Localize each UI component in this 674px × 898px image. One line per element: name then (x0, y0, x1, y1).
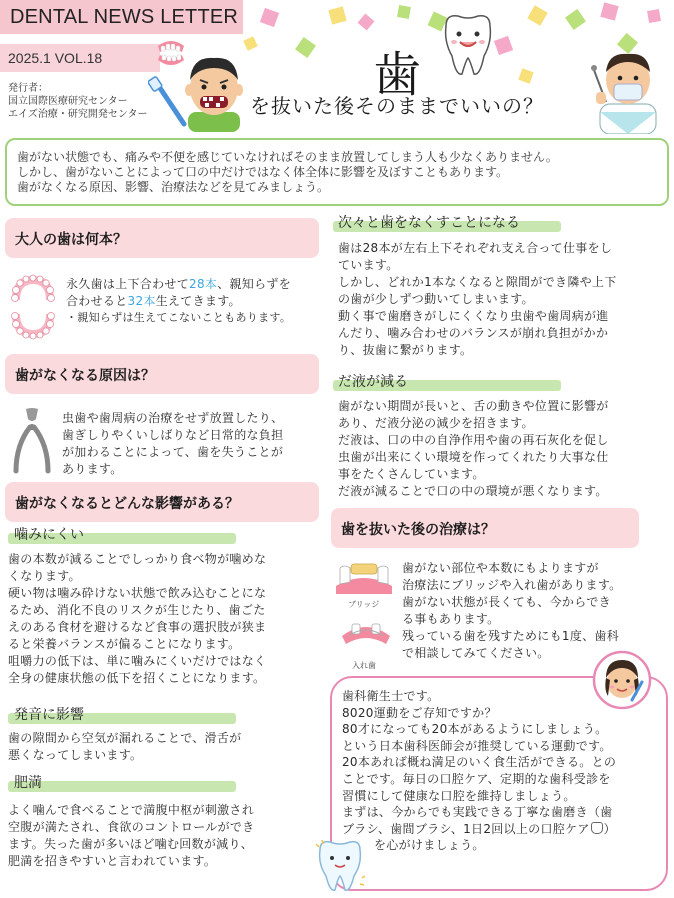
intro-box (5, 138, 669, 206)
causes-line: 歯ぎしりやくいしばりなど日常的な負担 (62, 428, 284, 442)
chewing-text (8, 551, 328, 687)
headline-subtitle: を抜いた後そのままでいいの？ (250, 94, 544, 118)
causes-line: あります。 (62, 462, 123, 476)
domino-line: しかし、どれか1本なくなると隙間ができ隣や上下 (338, 275, 617, 289)
chewing-line: えのある食材を避けるなど食事の選択肢が狭ま (8, 620, 267, 634)
treatment-line: 治療法にブリッジや入れ歯があります。 (402, 578, 622, 592)
domino-text (338, 240, 670, 359)
hygienist-line: 80才になっても20本があるようにしましょう。 (342, 722, 608, 737)
saliva-line: 事をたくさんしています。 (338, 467, 485, 481)
adult-teeth-heading: 大人の歯は何本？ (5, 218, 319, 258)
hygienist-line: という日本歯科医師会が推奨している運動です。 (342, 738, 612, 753)
treatment-line: 残っている歯を残すためにも1度、歯科 (402, 629, 620, 643)
saliva-line: 歯がない期間が長いと、舌の動きや位置に影響が (338, 399, 609, 413)
causes-line: が加わることによって、歯を失うことが (62, 445, 284, 459)
smiling-tooth-icon (438, 12, 498, 80)
treatment-line: 歯がない状態が長くても、今からでき (402, 595, 611, 609)
chewing-line: 咀嚼力の低下は、単に噛みにくいだけではなく (8, 654, 267, 668)
domino-line: ています。 (338, 258, 399, 272)
chewing-line: 歯の本数が減ることでしっかり食べ物が噛めな (8, 552, 267, 566)
text-segment: 、親知らずを (217, 277, 291, 291)
text-segment: ） (603, 821, 616, 836)
green-underline (8, 781, 236, 792)
adult-teeth-line-1 (66, 276, 326, 293)
intro-line: 歯がなくなる原因、影響、治療法などを見てみましょう。 (17, 180, 330, 194)
saliva-heading: だ液が減る (338, 374, 408, 390)
bridge-label: ブリッジ (348, 600, 380, 609)
speech-line: 悪くなってしまいます。 (8, 748, 143, 762)
speech-line: 歯の隙間から空気が漏れることで、滑舌が (8, 731, 242, 745)
dentist-icon (586, 40, 670, 134)
intro-line: 歯がない状態でも、痛みや不便を感じていなければそのまま放置してしまう人も少なくありません。 (17, 150, 558, 164)
domino-line: 動く事で歯磨きがしにくくなり虫歯や歯周病が進 (338, 309, 609, 323)
speech-text (8, 730, 328, 764)
adult-teeth-text (66, 276, 326, 325)
chewing-line: くなります。 (8, 569, 81, 583)
treatment-line: で相談してみてください。 (402, 646, 550, 660)
obesity-heading: 肥満 (14, 775, 42, 791)
domino-line: んだり、噛み合わせのバランスが崩れ負担がかか (338, 326, 609, 340)
obesity-line: 空腹が満たされ、食欲のコントロールができ (8, 820, 255, 834)
treatment-line: る事もあります。 (402, 612, 500, 626)
hygienist-line: まずは、今からでも実践できる丁寧な歯磨き（歯 (342, 805, 613, 820)
hygienist-line: 習慣にして健康な口腔を維持しましょう。 (342, 788, 576, 803)
saliva-line: だ液が減ることで口の中の環境が悪くなります。 (338, 484, 608, 498)
domino-line: 歯は28本が左右上下それぞれ支え合って仕事をし (338, 241, 613, 255)
obesity-line: よく噛んで食べることで満腹中枢が刺激され (8, 803, 255, 817)
hygienist-line: 歯科衛生士です。 (342, 689, 440, 703)
hygienist-line: 20本あれば概ね満足のいく食生活ができる。との (342, 755, 617, 770)
teeth-chart-icon (8, 272, 58, 342)
forceps-icon (12, 405, 52, 475)
saliva-line: あり、だ液分泌の減少を招きます。 (338, 416, 534, 430)
saliva-line: だ液は、口の中の自浄作用や歯の再石灰化を促し (338, 433, 609, 447)
text-segment: ブラシ、歯間ブラシ、1日2回以上の口腔ケア (342, 821, 590, 836)
causes-text (62, 410, 322, 478)
chewing-heading: 噛みにくい (14, 527, 84, 543)
toothbrush-icon (148, 76, 190, 128)
newsletter-title: DENTAL NEWS LETTER (0, 0, 243, 34)
treatment-line: 歯がない部位や本数にもよりますが (402, 561, 599, 575)
hygienist-line: を心がけましょう。 (374, 838, 485, 853)
volume-label: 2025.1 VOL.18 (0, 44, 160, 72)
text-segment: 合わせると (66, 294, 128, 308)
domino-heading: 次々と歯をなくすことになる (338, 215, 520, 231)
adult-teeth-line-2 (66, 293, 326, 310)
causes-heading: 歯がなくなる原因は？ (5, 354, 319, 394)
tooth-inline-icon (591, 822, 603, 834)
obesity-line: ます。失った歯が多いほど噛む回数が減り、 (8, 837, 254, 851)
domino-line: の歯が少しずつ動いてしまいます。 (338, 292, 534, 306)
treatment-text (402, 560, 670, 662)
chewing-line: るため、消化不良のリスクが生じたり、歯ごた (8, 603, 266, 617)
hygienist-line: ことです。毎日の口腔ケア、定期的な歯科受診を (342, 771, 611, 786)
count-28: 28本 (189, 277, 218, 291)
text-segment: 生えてきます。 (155, 294, 241, 308)
intro-line: しかし、歯がないことによって口の中だけではなく体全体に影響を及ぼすこともあります。 (17, 165, 509, 179)
chewing-line: ると栄養バランスが偏ることになります。 (8, 637, 241, 651)
partial-denture-icon (338, 614, 394, 654)
count-32: 32本 (127, 294, 156, 308)
boy-missing-tooth-icon (180, 50, 248, 132)
publisher-line: 国立国際医療研究センター (8, 96, 128, 107)
saliva-text (338, 398, 670, 500)
obesity-text (8, 802, 328, 870)
hygienist-line (342, 821, 666, 838)
treatment-heading: 歯を抜いた後の治療は？ (331, 508, 639, 548)
causes-line: 虫歯や歯周病の治療をせず放置したり、 (62, 411, 284, 425)
chewing-line: 全身の健康状態の低下を招くことになります。 (8, 671, 266, 685)
speech-heading: 発音に影響 (14, 707, 84, 723)
wisdom-note: ・親知らずは生えてこないこともあります。 (66, 311, 292, 324)
publisher-line: エイズ治療・研究開発センター (8, 109, 148, 120)
denture-label: 入れ歯 (352, 661, 376, 670)
headline-kanji: 歯 (373, 47, 422, 103)
domino-line: り、抜歯に繋がります。 (338, 343, 473, 357)
hygienist-text (342, 688, 666, 854)
hygienist-line: 8020運動をご存知ですか？ (342, 705, 497, 720)
publisher-info (8, 82, 148, 121)
bridge-icon (334, 556, 394, 596)
publisher-line: 発行者： (8, 83, 48, 94)
text-segment: 永久歯は上下合わせて (66, 277, 190, 291)
tooth-mascot-icon (314, 838, 366, 894)
obesity-line: 肥満を招きやすいと言われています。 (8, 854, 217, 868)
chewing-line: 硬い物は噛み砕けない状態で飲み込むことにな (8, 586, 267, 600)
saliva-line: 虫歯が出来にくい環境を作ってくれたり大事な仕 (338, 450, 609, 464)
effects-heading: 歯がなくなるとどんな影響がある？ (5, 482, 319, 522)
hygienist-icon (592, 650, 652, 710)
